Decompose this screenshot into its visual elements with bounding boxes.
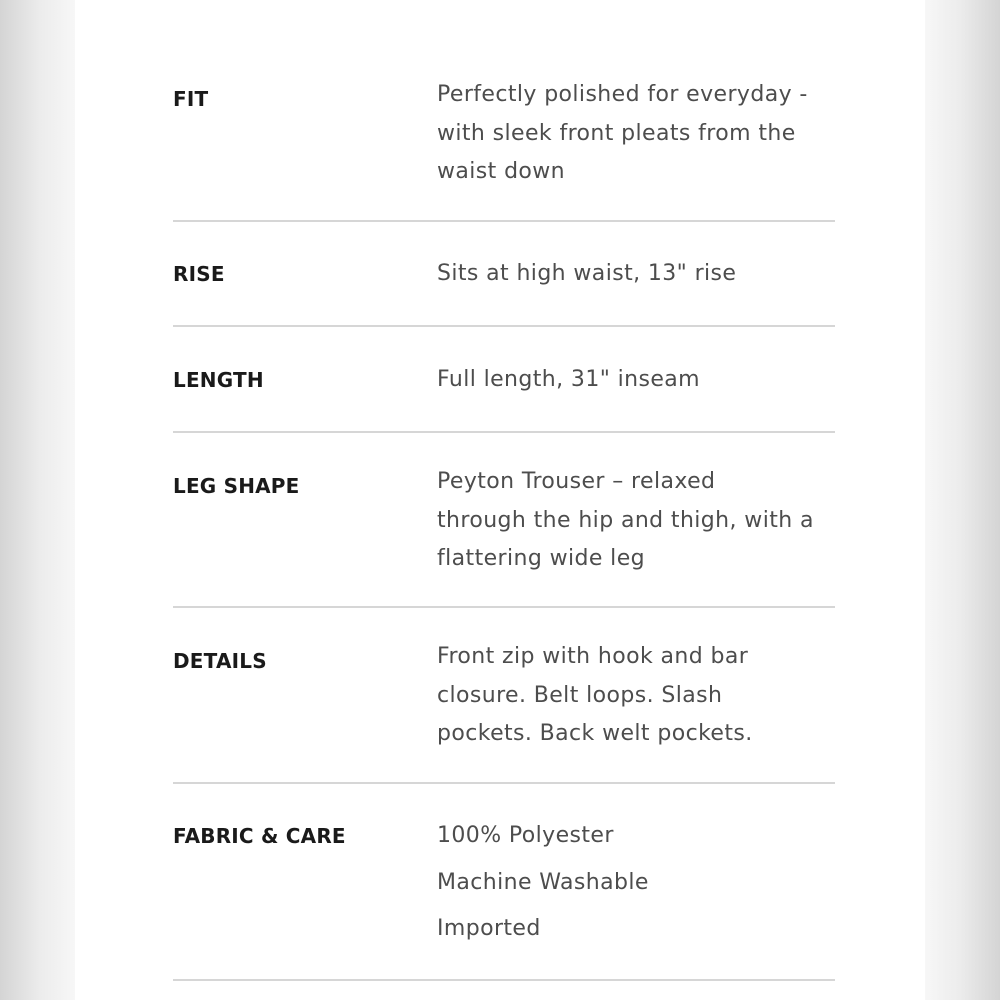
spec-value-line: Perfectly polished for everyday - [437,82,808,107]
spec-value-fit [437,76,837,192]
product-details-panel [75,0,925,1000]
spec-value-leg-shape [437,463,837,579]
divider [173,979,835,981]
spec-label-details: DETAILS [173,649,267,673]
spec-value-line: through the hip and thigh, with a [437,507,814,533]
spec-value-line: Front zip with hook and bar [437,644,749,669]
spec-value-line: Machine Washable [437,869,649,895]
spec-value-line: Imported [437,916,541,941]
divider [173,325,835,327]
spec-value-length [437,361,837,400]
spec-value-line: closure. Belt loops. Slash [437,682,723,708]
spec-value-line: with sleek front pleats from the [437,120,796,146]
spec-value-line: Full length, 31" inseam [437,367,700,392]
spec-label-rise: RISE [173,262,225,286]
spec-value-details [437,638,837,754]
spec-value-line: flattering wide leg [437,546,645,571]
spec-value-fabric-care [437,813,837,953]
spec-value-line: waist down [437,159,566,184]
spec-label-leg-shape: LEG SHAPE [173,474,300,498]
spec-label-fit: FIT [173,87,209,111]
divider [173,606,835,608]
divider [173,431,835,433]
spec-label-length: LENGTH [173,368,264,392]
divider [173,782,835,784]
spec-value-line: Sits at high waist, 13" rise [437,261,737,286]
spec-value-line: Peyton Trouser – relaxed [437,469,716,494]
spec-label-fabric-care: FABRIC & CARE [173,824,346,848]
spec-value-line: 100% Polyester [437,823,614,848]
spec-value-line: pockets. Back welt pockets. [437,721,753,746]
spec-value-rise [437,255,837,294]
divider [173,220,835,222]
